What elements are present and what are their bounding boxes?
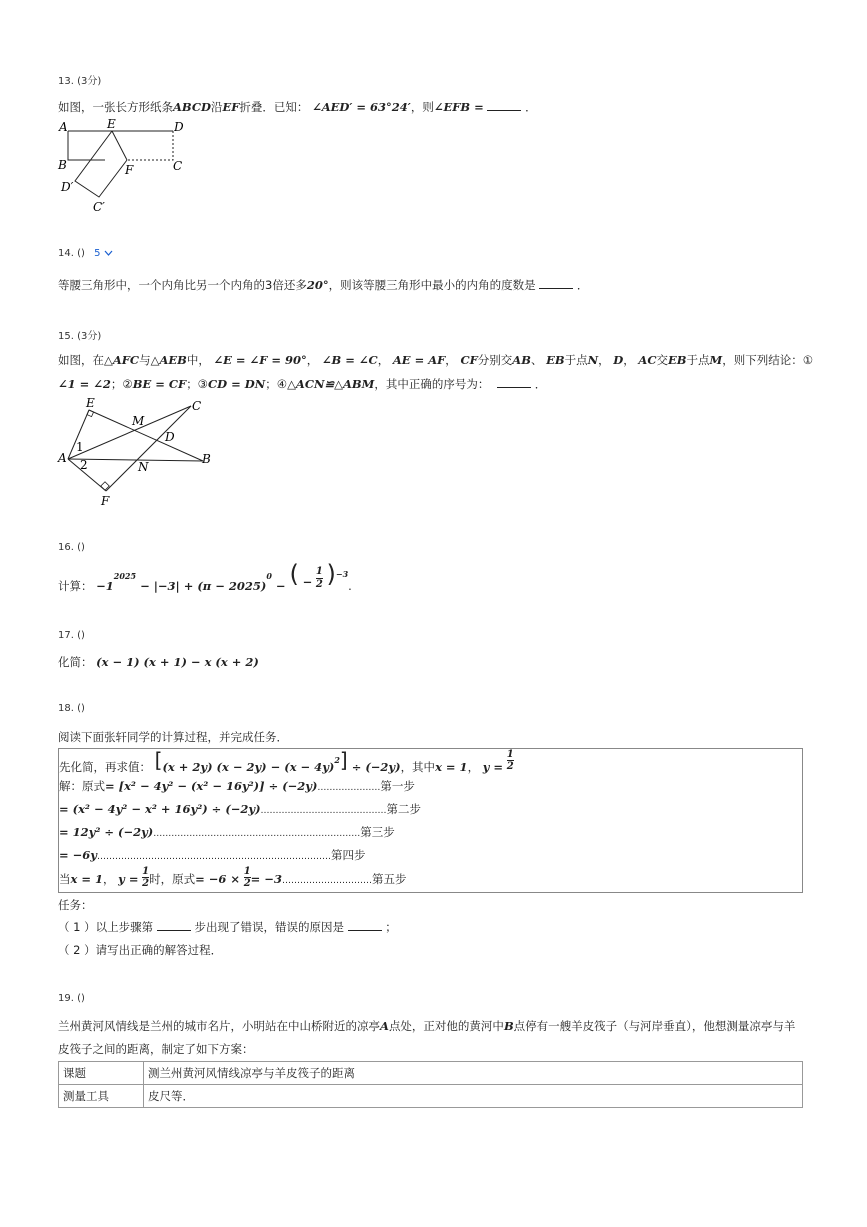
folded-rectangle-figure <box>55 117 195 217</box>
question-16-expression: 计算： $-1^{2025} - |-3| + (\pi - 2025)^0$ − ( − $\frac{1}{2}$ )$^{-3}$. <box>58 560 352 593</box>
question-19-line-2: 皮筏子之间的距离，制定了如下方案： <box>58 1042 254 1056</box>
question-number: 13. <box>58 76 74 87</box>
label-C: C <box>173 159 183 173</box>
question-14-text: 等腰三角形中，一个内角比另一个内角的3倍还多20°，则该等腰三角形中最小的内角的度数是 ． <box>58 278 589 292</box>
label-B: B <box>58 158 67 172</box>
answer-blank[interactable] <box>348 921 382 931</box>
question-number: 17. <box>58 630 74 641</box>
question-18-intro: 阅读下面张轩同学的计算过程，并完成任务． <box>58 730 288 744</box>
label-F: F <box>125 163 134 177</box>
question-number: 15. <box>58 331 74 342</box>
question-15-line-1: 如图，在△AFC与△AEB中， ∠E = ∠F = 90°， ∠B = ∠C， AE = AF， CF分别交AB、 EB于点N， D， AC交EB于点M，则下列结论：① <box>58 353 814 367</box>
triangles-figure <box>55 395 220 510</box>
question-19-header: 19. () <box>58 993 85 1004</box>
table-row <box>59 1062 803 1085</box>
table-cell: 课题 <box>59 1062 144 1085</box>
question-number: 16. <box>58 542 74 553</box>
table-cell: 测兰州黄河风情线凉亭与羊皮筏子的距离 <box>144 1062 803 1085</box>
solution-row-6: 当x = 1， y = $\frac{1}{2}$ 时，原式= −6 × $\frac{1}{2}$ = $-3_{\dots\dots\dots\dots\dots\dots\dots\dots\dots\dots}$第五步 <box>59 866 407 889</box>
question-19-line-1: 兰州黄河风情线是兰州的城市名片，小明站在中山桥附近的凉亭A点处，正对他的黄河中B点停有一艘羊皮筏子（与河岸垂直），他想测量凉亭与羊 <box>58 1019 796 1033</box>
answer-blank[interactable] <box>157 921 191 931</box>
question-number: 18. <box>58 703 74 714</box>
label-C-prime: C′ <box>93 200 105 214</box>
answer-blank[interactable] <box>497 378 531 388</box>
table-cell: 测量工具 <box>59 1085 144 1108</box>
question-score: (3分) <box>77 76 102 87</box>
label-N: N <box>138 460 149 474</box>
question-15-header <box>58 327 101 342</box>
table-cell: 皮尺等． <box>144 1085 803 1108</box>
answer-blank[interactable] <box>539 279 573 289</box>
answer-blank[interactable] <box>487 101 521 111</box>
solution-row-5: = −6y……………………………………………………………………第四步 <box>59 848 366 862</box>
solution-row-1: 先化简，再求值： [(x + 2y) $(x - 2y) - (x - 4y)^2] \div (-2y)$，其中x = 1， y = $\frac{1}{2}$ <box>59 748 514 774</box>
plan-table <box>58 1061 803 1108</box>
table-row <box>59 1085 803 1108</box>
question-14-header: 14. () 5 <box>58 248 113 259</box>
angle-2-label: 2 <box>80 458 88 472</box>
question-score: (3分) <box>77 331 102 342</box>
question-13-header <box>58 72 101 87</box>
task-1: （ 1 ）以上步骤第 步出现了错误，错误的原因是 ； <box>58 920 397 934</box>
question-18-header: 18. () <box>58 703 85 714</box>
angle-1-label: 1 <box>76 440 84 454</box>
label-F: F <box>101 494 110 508</box>
label-A: A <box>59 120 68 134</box>
task-2: （ 2 ）请写出正确的解答过程． <box>58 943 223 957</box>
label-M: M <box>132 414 145 428</box>
question-16-header: 16. () <box>58 542 85 553</box>
solution-row-3: = (x² − 4y² − x² + 16y²) ÷ (−2y)……………………………………第二步 <box>59 802 422 816</box>
question-13-text: 如图，一张长方形纸条ABCD沿EF折叠．已知： ∠AED′ = 63°24′，则∠EFB = ． <box>58 100 537 114</box>
label-E: E <box>86 396 95 410</box>
chevron-down-icon <box>104 250 113 257</box>
solution-row-2: 解：原式= [x² − 4y² − (x² − 16y²)] ÷ (−2y)…………………第一步 <box>59 779 415 793</box>
label-D: D <box>174 120 184 134</box>
label-D: D <box>165 430 175 444</box>
label-A: A <box>58 451 67 465</box>
task-label: 任务： <box>58 898 93 912</box>
label-D-prime: D′ <box>61 180 74 194</box>
label-B: B <box>202 452 211 466</box>
question-17-header: 17. () <box>58 630 85 641</box>
question-17-expression: 化简： (x − 1) (x + 1) − x (x + 2) <box>58 655 259 669</box>
label-E: E <box>107 117 116 131</box>
question-number: 19. <box>58 993 74 1004</box>
score-dropdown[interactable]: 5 <box>94 248 113 259</box>
label-C: C <box>192 399 202 413</box>
solution-row-4: = 12y² ÷ (−2y)……………………………………………………………第三步 <box>59 825 395 839</box>
question-number: 14. <box>58 248 74 259</box>
question-15-line-2: ∠1 = ∠2；②BE = CF；③CD = DN；④△ACN≌△ABM，其中正确的序号为： ． <box>58 377 547 391</box>
